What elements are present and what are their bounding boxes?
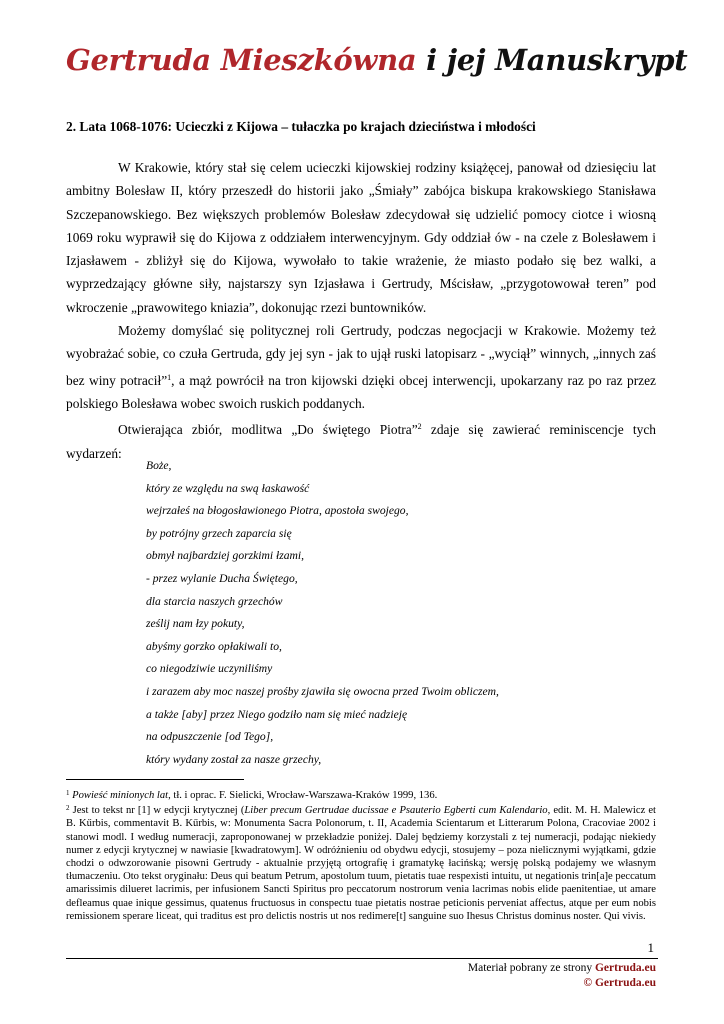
poem-line: dla starcia naszych grzechów <box>146 594 283 608</box>
footnote-1-text: , tł. i oprac. F. Sielicki, Wrocław-Warszawa-Kraków 1999, 136. <box>168 790 438 801</box>
footer-credit <box>468 961 656 991</box>
poem-line: Boże, <box>146 459 172 472</box>
poem-line: wejrzałeś na błogosławionego Piotra, apostoła swojego, <box>146 504 409 518</box>
credit-link[interactable]: Gertruda.eu <box>594 962 656 974</box>
credit-line-1 <box>468 961 656 976</box>
section-heading: 2. Lata 1068-1076: Ucieczki z Kijowa – tułaczka po krajach dzieciństwa i młodości <box>66 119 536 134</box>
footnote-2-number: 2 <box>66 804 70 813</box>
title-rest: i jej Manuskrypt <box>416 43 688 77</box>
paragraph-2 <box>66 319 656 415</box>
page-number: 1 <box>647 940 654 955</box>
poem-line: na odpuszczenie [od Tego], <box>146 730 274 744</box>
paragraph-2-text-a: Możemy domyślać się politycznej roli Gertrudy, podczas negocjacji w Krakowie. Możemy też wyobrażać sobie, co czuła Gertruda, gdy jej syn - jak to ujął ruski latopisarz - „wyciął” winnych, „innych zaś bez winy potracił” <box>66 323 656 388</box>
poem-line: który wydany został za nasze grzechy, <box>146 752 322 766</box>
poem-line: by potrójny grzech zaparcia się <box>146 526 292 540</box>
poem-line: abyśmy gorzko opłakiwali to, <box>146 639 282 653</box>
poem-line: - przez wylanie Ducha Świętego, <box>146 571 298 585</box>
footnote-2-text-b: , edit. M. H. Malewicz et B. Kűrbis, commentavit B. Kűrbis, w: Monumenta Sacra Polonorum, t. II, Academia Scientarum et Litterarum Polona, Cracoviae 2002 i stanowi modl. I według numeracji, zaproponowanej w przekładzie poniżej. Dalej będziemy korzystali z tej numeracji, podając niekiedy numer z edycji krytycznej w nawiasie [kwadratowym]. W odróżnieniu od obydwu edycji, stosujemy – poza nielicznymi wyjątkami, gdzie chodzi o odwzorowanie pisowni Gertrudy - aktualnie przyjętą ortografię i gramatykę łacińską; wersję polską podajemy we własnym tłumaczeniu. Oto tekst oryginału: Deus qui beatum Petrum, apostolum tuum, pietatis tuae respexisti intuitu, ut negationis trin[a]e peccatum amarissimis dilueret lacrimis, per infusionem Sancti Spiritus pro peccatorum nostrorum venia lacrimas nobis elide paenitentiae, ut amare defleamus quae inique gessimus, quatenus fructuosus in conspectu tuae pietatis nostrae peticionis perveniat affectus, atque per eum nobis remissionem sperare liceat, qui traditus est pro delictis nostris ut nos redimere[t] sanguine suo Ihesus Christus dominus noster. Qui vivis. <box>66 805 656 922</box>
footnote-divider <box>66 779 244 780</box>
poem-line: a także [aby] przez Niego godziło nam się mieć nadzieję <box>146 707 408 721</box>
footnote-1-title: Powieść minionych lat <box>72 790 169 801</box>
poem-line: obmył najbardziej gorzkimi łzami, <box>146 549 305 563</box>
footnote-ref-1[interactable]: 1 <box>167 372 172 382</box>
footer-divider <box>66 958 658 959</box>
footnote-2 <box>66 802 656 923</box>
footnote-2-title: Liber precum Gertrudae ducissae e Psauterio Egberti cum Kalendario <box>244 805 548 817</box>
footnote-ref-2[interactable]: 2 <box>417 422 422 432</box>
paragraph-2-text-b: , a mąż powrócił na tron kijowski dzięki obcej interwencji, upokarzany raz po raz przez polskiego Bolesława wobec swoich ruskich poddanych. <box>66 372 656 411</box>
paragraph-1: W Krakowie, który stał się celem ucieczki kijowskiej rodziny książęcej, panował od dziesięciu lat ambitny Bolesław II, który przeszedł do historii jako „Śmiały” zabójca biskupa krakowskiego Stanisława Szczepanowskiego. Bez większych problemów Bolesław zdecydował się udzielić pomocy ciotce i wiosną 1069 roku wyprawił się do Kijowa z oddziałem interwencyjnym. Gdy oddział ów - na czele z Bolesławem i Izjasławem - zbliżył się do Kijowa, wywołało to takie wrażenie, że miasto podało się bez walki, a wyprzedzający główne siły, najstarszy syn Izjasława i Gertrudy, Mścisław, „przygotowował teren” pod wkroczenie „prawowitego kniazia”, dokonując rzezi buntowników. <box>66 160 656 315</box>
footnote-2-text-a: Jest to tekst nr [1] w edycji krytycznej ( <box>69 805 245 817</box>
poem-line: ześlij nam łzy pokuty, <box>146 617 245 631</box>
credit-prefix: Materiał pobrany ze strony <box>467 962 595 974</box>
footnote-1 <box>66 787 656 802</box>
title-name: Gertruda Mieszkówna <box>66 43 417 77</box>
footnote-1-number: 1 <box>66 789 70 797</box>
prayer-poem <box>146 455 499 771</box>
poem-line: co niegodziwie uczyniliśmy <box>146 662 273 676</box>
document-title <box>66 40 687 80</box>
footnotes <box>66 787 656 923</box>
paragraph-3-text-b: zdaje się zawierać reminiscencje tych wydarzeń: <box>66 422 656 461</box>
paragraph-3-text-a: Otwierająca zbiór, modlitwa „Do świętego Piotra” <box>118 422 418 438</box>
credit-line-2: © Gertruda.eu <box>583 977 656 989</box>
poem-line: który ze względu na swą łaskawość <box>146 481 310 495</box>
poem-line: i zarazem aby moc naszej prośby zjawiła się owocna przed Twoim obliczem, <box>146 684 499 698</box>
body-text <box>66 156 656 465</box>
